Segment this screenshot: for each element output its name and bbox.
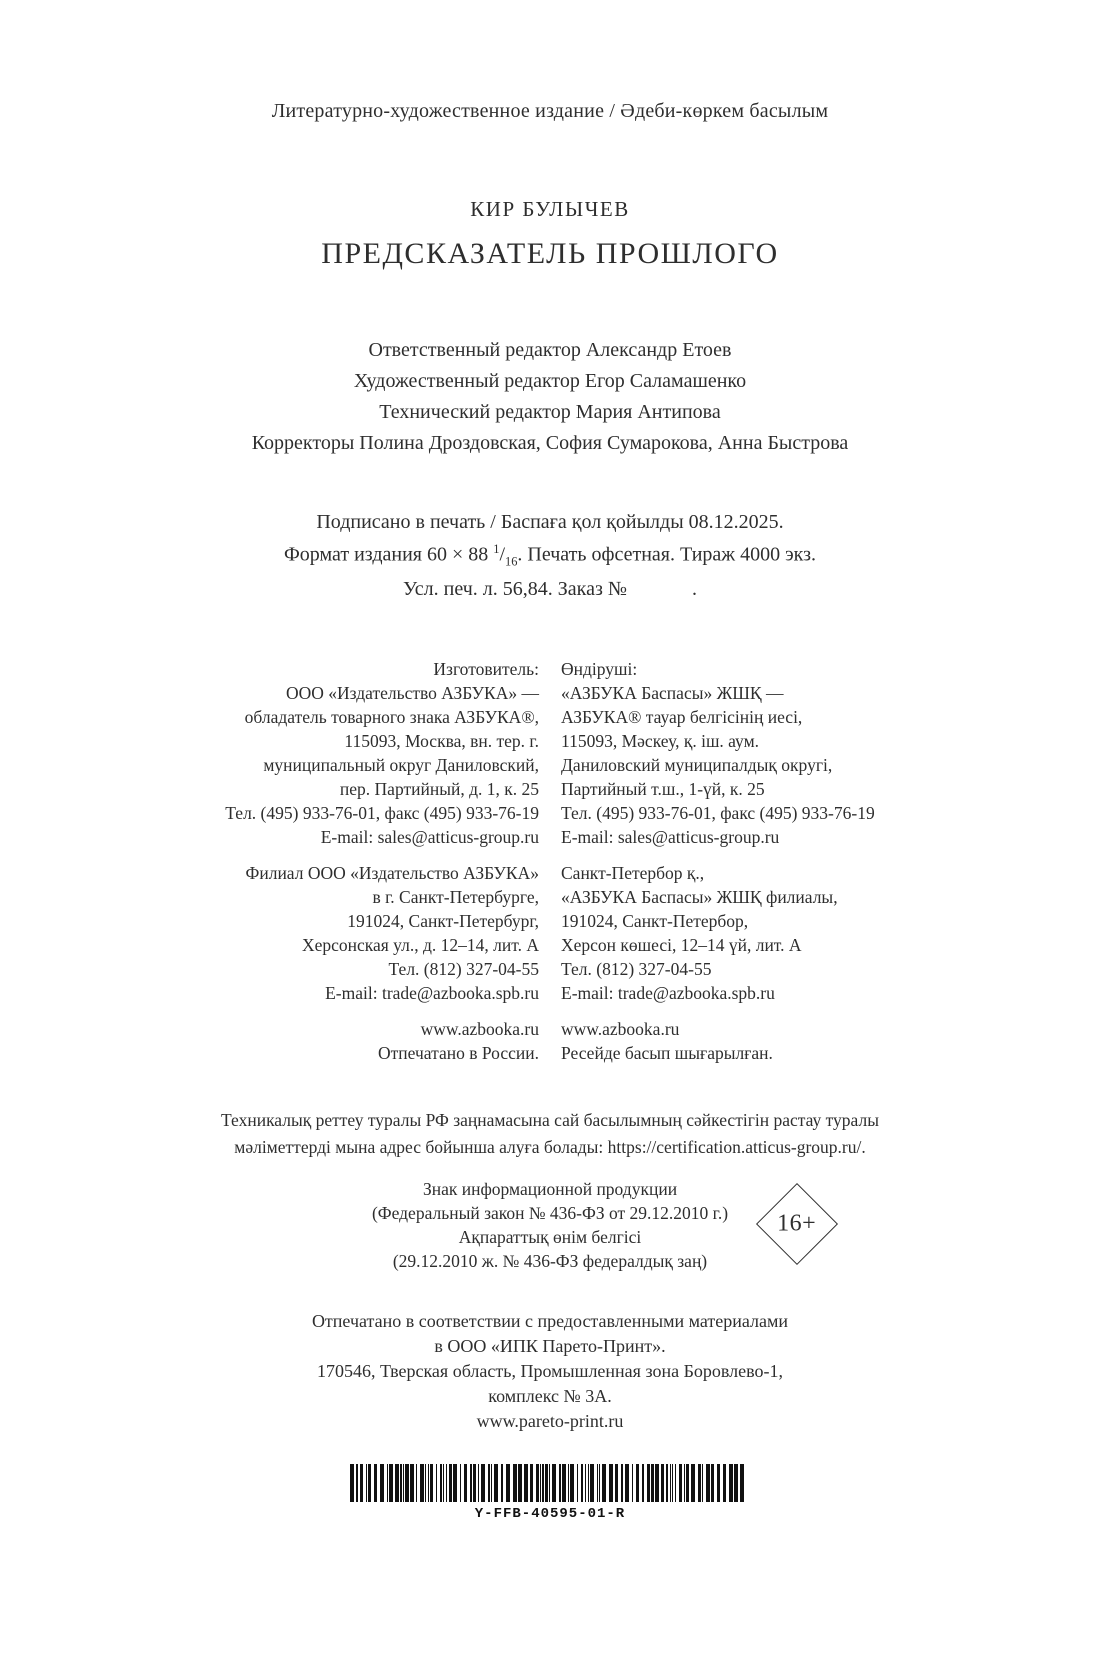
text-line: Херсон көшесі, 12–14 үй, лит. А — [561, 934, 802, 955]
text-line: Ответственный редактор Александр Етоев — [368, 339, 732, 361]
barcode-bar — [410, 1464, 414, 1502]
text-line: в г. Санкт-Петербурге, — [372, 886, 539, 907]
barcode-bar — [588, 1464, 589, 1502]
barcode-bar — [494, 1464, 498, 1502]
format-fraction-numerator: 1 — [493, 542, 500, 556]
barcode-bar — [597, 1464, 598, 1502]
text-line: мәліметтерді мына адрес бойынша алуға болады: https://certification.atticus-group.ru/. — [234, 1136, 866, 1157]
barcode-bar — [655, 1464, 659, 1502]
barcode-bar — [577, 1464, 578, 1502]
barcode-bar — [651, 1464, 654, 1502]
barcode-bar — [661, 1464, 664, 1502]
barcode-bar — [536, 1464, 539, 1502]
text-line: E-mail: trade@azbooka.spb.ru — [325, 982, 539, 1003]
text-line: www.azbooka.ru — [420, 1018, 539, 1039]
text-line: Техникалық реттеу туралы РФ заңнамасына сай басылымның сәйкестігін растау туралы — [221, 1109, 879, 1130]
barcode-bar — [356, 1464, 358, 1502]
text-line: Ақпараттық өнім белгісі — [458, 1226, 642, 1247]
imprint-kazakh-column — [561, 657, 906, 1065]
barcode-bar — [460, 1464, 461, 1502]
barcode-bar — [559, 1464, 561, 1502]
barcode-bar — [729, 1464, 733, 1502]
barcode-bar — [368, 1464, 371, 1502]
text-line: ООО «Издательство АЗБУКА» — — [285, 682, 539, 703]
barcode-bar — [430, 1464, 433, 1502]
age-badge-label: 16+ — [777, 1210, 817, 1237]
barcode-bar — [636, 1464, 639, 1502]
text-line: Филиал ООО «Издательство АЗБУКА» — [245, 862, 539, 883]
barcode-bar — [679, 1464, 682, 1502]
barcode-label: Y-FFB-40595-01-R — [474, 1505, 626, 1522]
barcode-bar — [387, 1464, 388, 1502]
age-mark-block — [0, 1177, 1100, 1273]
barcode-bar — [403, 1464, 404, 1502]
barcode-bar — [540, 1464, 541, 1502]
barcode-bar — [581, 1464, 583, 1502]
barcode-bar — [552, 1464, 556, 1502]
barcode — [350, 1464, 750, 1502]
barcode-bar — [440, 1464, 442, 1502]
barcode-bar — [684, 1464, 685, 1502]
certification-block — [0, 1107, 1100, 1161]
barcode-bar — [478, 1464, 479, 1502]
text-line: 115093, Мәскеу, қ. іш. аум. — [561, 730, 760, 751]
barcode-bar — [374, 1464, 377, 1502]
text-line: Даниловский муниципалдық округі, — [561, 754, 833, 775]
barcode-bar — [449, 1464, 452, 1502]
imprint-group — [194, 861, 539, 1005]
barcode-bar — [530, 1464, 533, 1502]
barcode-bar — [405, 1464, 409, 1502]
text-line: Отпечатано в соответствии с предоставленными материалами — [311, 1310, 789, 1331]
barcode-bar — [350, 1464, 354, 1502]
barcode-bar — [723, 1464, 726, 1502]
text-line: Тел. (495) 933-76-01, факс (495) 933-76-19 — [561, 802, 875, 823]
text-line: Отпечатано в России. — [378, 1042, 539, 1063]
barcode-bar — [615, 1464, 618, 1502]
text-line: E-mail: sales@atticus-group.ru — [320, 826, 539, 847]
barcode-bar — [702, 1464, 703, 1502]
text-line: «АЗБУКА Баспасы» ЖШҚ — — [561, 682, 784, 703]
barcode-bar — [506, 1464, 510, 1502]
format-line — [0, 536, 1100, 576]
barcode-bar — [717, 1464, 720, 1502]
book-title: ПРЕДСКАЗАТЕЛЬ ПРОШЛОГО — [321, 237, 779, 270]
barcode-bar — [590, 1464, 594, 1502]
barcode-section — [0, 1464, 1100, 1522]
barcode-bar — [501, 1464, 503, 1502]
barcode-bar — [675, 1464, 676, 1502]
barcode-bar — [425, 1464, 426, 1502]
text-line: E-mail: trade@azbooka.spb.ru — [561, 982, 775, 1003]
format-text-post: . Печать офсетная. Тираж 4000 экз. — [517, 543, 817, 566]
text-line: Өндіруші: — [561, 658, 638, 679]
age-mark-text — [0, 1177, 1100, 1273]
edition-line: Литературно-художественное издание / Әдеби-көркем басылым — [271, 100, 829, 122]
barcode-bar — [706, 1464, 710, 1502]
barcode-bar — [711, 1464, 714, 1502]
text-line: Технический редактор Мария Антипова — [379, 401, 721, 423]
text-line: Тел. (495) 933-76-01, факс (495) 933-76-19 — [225, 802, 539, 823]
imprint-russian-column — [194, 657, 539, 1065]
barcode-bar — [400, 1464, 402, 1502]
text-line: 115093, Москва, вн. тер. г. — [344, 730, 539, 751]
text-line: Партийный т.ш., 1-үй, к. 25 — [561, 778, 765, 799]
text-line: (Федеральный закон № 436-ФЗ от 29.12.2010 г.) — [371, 1202, 729, 1223]
text-line: Корректоры Полина Дроздовская, София Сумарокова, Анна Быстрова — [251, 432, 849, 454]
print-info-block — [0, 509, 1100, 603]
text-line: Художественный редактор Егор Саламашенко — [353, 370, 747, 392]
barcode-bar — [380, 1464, 384, 1502]
text-line: Ресейде басып шығарылған. — [561, 1042, 773, 1063]
text-line: Знак информационной продукции — [422, 1178, 678, 1199]
barcode-bar — [625, 1464, 629, 1502]
format-fraction-denominator: 16 — [505, 554, 518, 569]
barcode-bar — [686, 1464, 689, 1502]
barcode-bar — [545, 1464, 548, 1502]
imprint-columns — [0, 657, 1100, 1065]
imprint-group — [194, 1017, 539, 1065]
barcode-bar — [446, 1464, 447, 1502]
barcode-bar — [562, 1464, 566, 1502]
barcode-bar — [395, 1464, 399, 1502]
text-line: www.pareto-print.ru — [476, 1410, 624, 1431]
order-line: Усл. печ. л. 56,84. Заказ № . — [403, 577, 697, 600]
barcode-bar — [549, 1464, 550, 1502]
text-line: www.azbooka.ru — [561, 1018, 680, 1039]
barcode-bar — [491, 1464, 492, 1502]
imprint-group — [194, 657, 539, 849]
text-line: 191024, Санкт-Петербург, — [347, 910, 539, 931]
staff-block — [0, 335, 1100, 459]
text-line: E-mail: sales@atticus-group.ru — [561, 826, 780, 847]
barcode-bar — [473, 1464, 476, 1502]
barcode-bar — [481, 1464, 485, 1502]
imprint-group — [561, 657, 906, 849]
barcode-bar — [416, 1464, 417, 1502]
barcode-bar — [698, 1464, 701, 1502]
barcode-bar — [360, 1464, 363, 1502]
text-line: Санкт-Петербор қ., — [561, 862, 705, 883]
printer-block — [0, 1309, 1100, 1434]
barcode-bar — [642, 1464, 644, 1502]
barcode-bar — [366, 1464, 367, 1502]
barcode-bar — [621, 1464, 623, 1502]
text-line: в ООО «ИПК Парето-Принт». — [434, 1335, 666, 1356]
barcode-bar — [428, 1464, 429, 1502]
text-line: обладатель товарного знака АЗБУКА®, — [244, 706, 539, 727]
barcode-bar — [420, 1464, 424, 1502]
text-line: «АЗБУКА Баспасы» ЖШҚ филиалы, — [561, 886, 838, 907]
text-line: 191024, Санкт-Петербор, — [561, 910, 749, 931]
barcode-bar — [389, 1464, 393, 1502]
text-line: 170546, Тверская область, Промышленная зона Боровлево-1, — [316, 1360, 784, 1381]
author-name: КИР БУЛЫЧЕВ — [470, 197, 630, 221]
text-line: муниципальный округ Даниловский, — [263, 754, 539, 775]
barcode-bar — [647, 1464, 650, 1502]
barcode-bar — [740, 1464, 744, 1502]
imprint-group — [561, 1017, 906, 1065]
signed-to-print-line: Подписано в печать / Баспаға қол қойылды 08.12.2025. — [316, 511, 784, 533]
barcode-bar — [568, 1464, 569, 1502]
text-line: (29.12.2010 ж. № 436-ФЗ федералдық заң) — [392, 1250, 708, 1271]
text-line: Тел. (812) 327-04-55 — [388, 958, 539, 979]
barcode-bar — [609, 1464, 613, 1502]
format-fraction-slash: / — [499, 543, 506, 566]
barcode-bar — [570, 1464, 574, 1502]
barcode-bar — [524, 1464, 528, 1502]
barcode-bar — [672, 1464, 673, 1502]
barcode-bar — [470, 1464, 472, 1502]
text-line: Херсонская ул., д. 12–14, лит. А — [301, 934, 539, 955]
barcode-bar — [488, 1464, 490, 1502]
barcode-bar — [542, 1464, 544, 1502]
barcode-bar — [691, 1464, 695, 1502]
barcode-bar — [436, 1464, 437, 1502]
format-text-pre: Формат издания 60 × 88 — [283, 543, 494, 566]
text-line: АЗБУКА® тауар белгісінің иесі, — [561, 706, 803, 727]
text-line: пер. Партийный, д. 1, к. 25 — [339, 778, 539, 799]
barcode-bar — [585, 1464, 586, 1502]
barcode-bar — [518, 1464, 522, 1502]
barcode-bar — [670, 1464, 671, 1502]
barcode-bar — [513, 1464, 517, 1502]
barcode-bar — [453, 1464, 457, 1502]
imprint-group — [561, 861, 906, 1005]
barcode-bar — [602, 1464, 606, 1502]
barcode-bar — [443, 1464, 444, 1502]
barcode-bar — [632, 1464, 633, 1502]
text-line: Изготовитель: — [433, 658, 539, 679]
text-line: Тел. (812) 327-04-55 — [561, 958, 712, 979]
barcode-bar — [464, 1464, 467, 1502]
text-line: комплекс № 3А. — [488, 1385, 612, 1406]
barcode-bar — [666, 1464, 668, 1502]
barcode-bar — [599, 1464, 600, 1502]
barcode-bar — [734, 1464, 738, 1502]
